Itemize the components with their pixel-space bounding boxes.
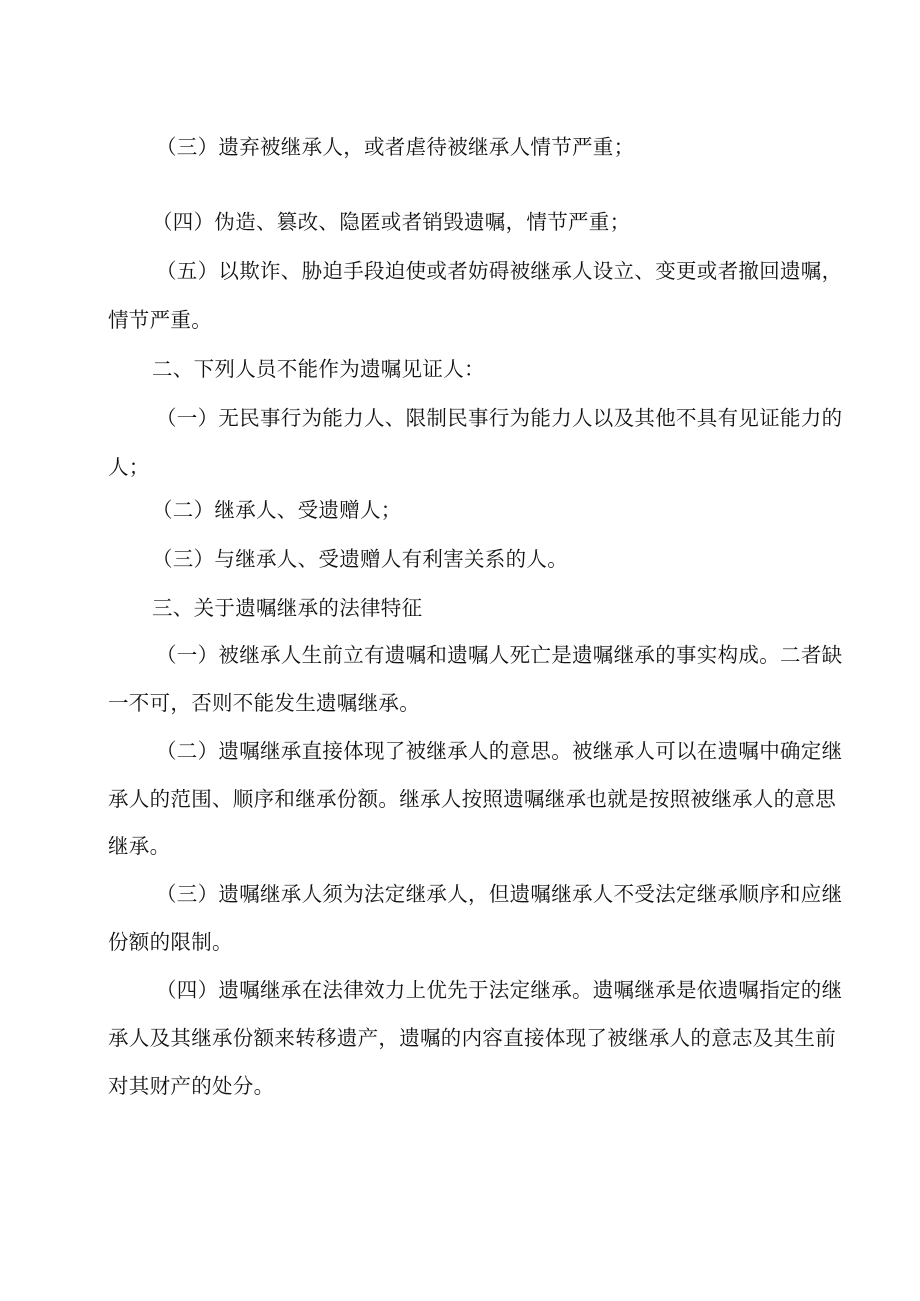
text-line: （四）伪造、篡改、隐匿或者销毁遗嘱，情节严重； [152,210,631,234]
text-line: （三）遗嘱继承人须为法定继承人，但遗嘱继承人不受法定继承顺序和应继 [156,882,843,906]
text-line: （四）遗嘱继承在法律效力上优先于法定继承。遗嘱继承是依遗嘱指定的继 [156,978,843,1002]
text-line: （五）以欺诈、胁迫手段迫使或者妨碍被继承人设立、变更或者撤回遗嘱， [156,259,843,283]
text-line: 对其财产的处分。 [108,1074,275,1098]
text-line: 情节严重。 [108,308,212,332]
text-line: （三）遗弃被继承人，或者虐待被继承人情节严重； [156,135,635,159]
text-line: 一不可，否则不能发生遗嘱继承。 [108,691,420,715]
text-line: （三）与继承人、受遗赠人有利害关系的人。 [152,547,568,571]
text-line: 承人及其继承份额来转移遗产，遗嘱的内容直接体现了被继承人的意志及其生前 [108,1026,836,1050]
text-line: 继承。 [108,834,171,858]
text-line: （一）无民事行为能力人、限制民事行为能力人以及其他不具有见证能力的 [156,406,843,430]
text-line: （二）继承人、受遗赠人； [152,498,402,522]
text-line: 承人的范围、顺序和继承份额。继承人按照遗嘱继承也就是按照被继承人的意思 [108,787,836,811]
text-line: 份额的限制。 [108,930,233,954]
text-line: 人； [108,455,150,479]
text-line: （一）被继承人生前立有遗嘱和遗嘱人死亡是遗嘱继承的事实构成。二者缺 [156,643,843,667]
text-line: 三、关于遗嘱继承的法律特征 [152,596,423,620]
text-line: 二、下列人员不能作为遗嘱见证人： [152,357,485,381]
text-line: （二）遗嘱继承直接体现了被继承人的意思。被继承人可以在遗嘱中确定继 [156,739,843,763]
